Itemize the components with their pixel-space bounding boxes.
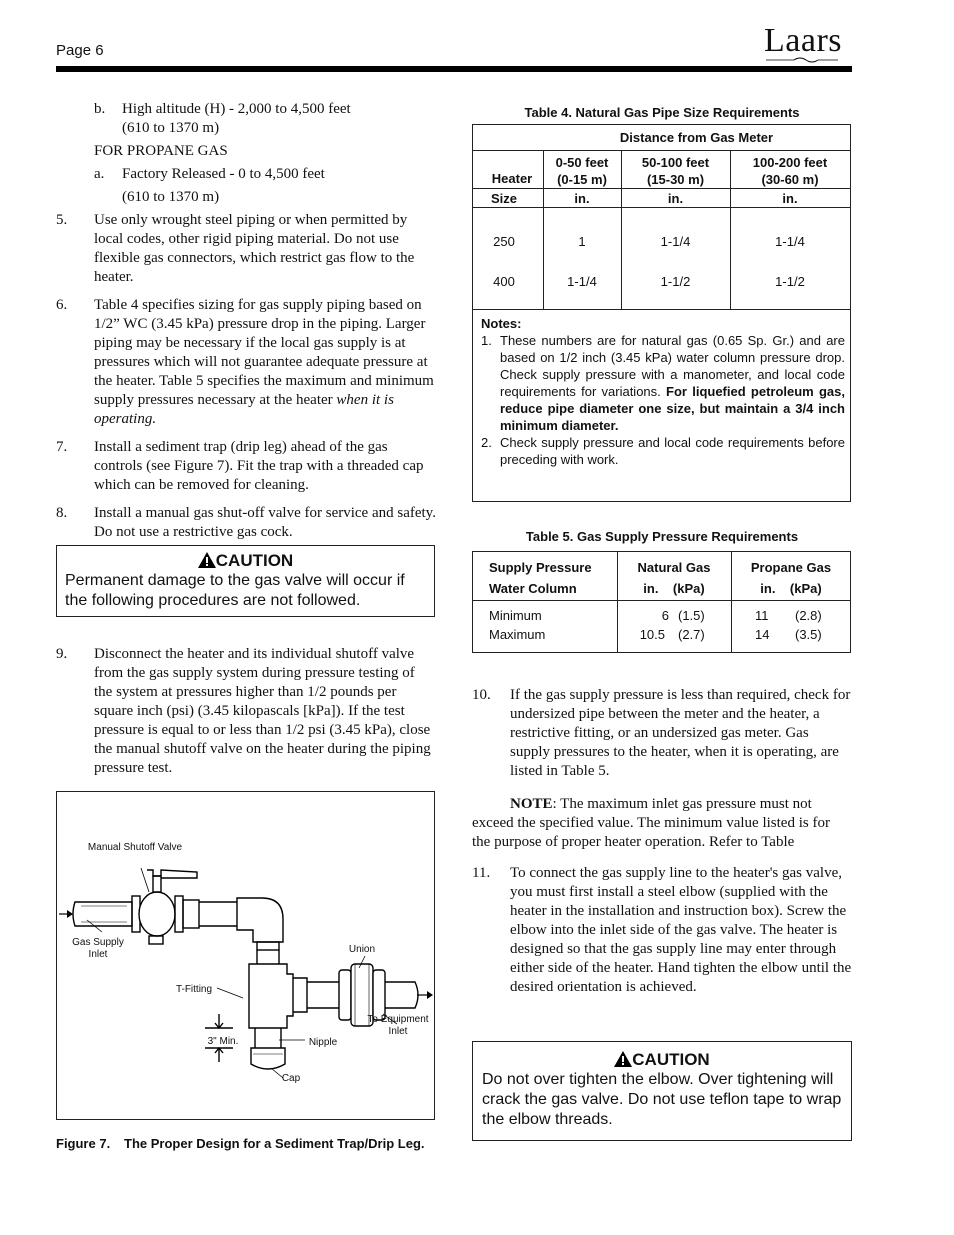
label-gas-supply: Gas Supply Inlet: [72, 937, 124, 960]
table-4-notes: Notes: 1. These numbers are for natural gas (0.65 Sp. Gr.) and are based on 1/2 inch (3.45 kPa) water column pressure drop. Check supply pressure with a manometer, and local code requirements for variations. For liquefied petroleum gas, reduce pipe diameter one size, but maintain a 3/4 inch minimum diameter. 2. Check supply pressure and local code requirements before preceding with work.: [481, 316, 846, 467]
label-min: 3" Min.: [207, 1036, 239, 1047]
item-9: [56, 645, 436, 787]
warning-icon: [198, 552, 216, 568]
caution-box-elbow: [472, 1041, 852, 1141]
label-cap: Cap: [281, 1073, 301, 1084]
table-cell: 1-1/4: [567, 274, 597, 289]
label-t-fitting: T-Fitting: [175, 984, 213, 995]
list-item: 7. Install a sediment trap (drip leg) ahead of the gas controls (see Figure 7). Fit the trap with a threaded cap which can be removed for cleaning.: [56, 439, 424, 493]
label-to-equipment: To Equipment Inlet: [367, 1014, 429, 1037]
item-b: b. High altitude (H) - 2,000 to 4,500 feet (610 to 1370 m): [94, 101, 351, 136]
table-4: Distance from Gas Meter Heater Size 0-50 feet (0-15 m) 50-100 feet (15-30 m) 100-200 feet (30-60 m) in. in. in. 250 1 1-1/4 1-1/4 400 1-1/4 1-1/2 1-1/2 Notes: 1. These numbers are for natural gas (0.65 Sp. Gr.) and are based on 1/2 inch (3.45 kPa) water column pressure drop. Check supply pressure with a manometer, and local code requirements for variations. For liquefied petroleum gas, reduce pipe diameter one size, but maintain a 3/4 inch minimum diameter. 2. Check supply pressure and local code requirements before preceding with work.: [472, 124, 851, 502]
table-cell: 1: [578, 234, 586, 249]
table-cell: 14: [755, 627, 770, 642]
right-column: [472, 686, 852, 1006]
logo-swash-icon: [766, 56, 838, 64]
table-cell: 250: [493, 234, 515, 249]
table-cell: 400: [493, 274, 515, 289]
table-cell: 1-1/2: [775, 274, 805, 289]
figure-7-caption: Figure 7. The Proper Design for a Sediment Trap/Drip Leg.: [56, 1136, 425, 1151]
list-item: 11. To connect the gas supply line to the heater's gas valve, you must first install a steel elbow (supplied with the heater in the installation and instruction box). Screw the elbow into the inlet side of the gas valve. The heater is designed so that the gas supply line may enter through either side of the heater. Hand tighten the elbow until the desired orientation is achieved.: [472, 865, 852, 995]
table-cell: 6: [661, 608, 669, 623]
propane-heading: FOR PROPANE GAS: [94, 143, 228, 159]
table-cell: (1.5): [678, 608, 705, 623]
page-number: Page 6: [56, 42, 104, 59]
list-item: 9. Disconnect the heater and its individual shutoff valve from the gas supply system during pressure testing of the system at pressures higher than 1/2 pounds per square inch (psi) (3.45 kilopascals [kPa]). If the test pressure is equal to or less than 1/2 psi (3.45 kPa), close the manual shutoff valve on the heater during the piping pressure test.: [56, 646, 431, 776]
table-cell: 10.5: [639, 627, 665, 642]
table-cell: 1-1/2: [660, 274, 691, 289]
list-item: 10. If the gas supply pressure is less than required, check for undersized pipe between the meter and the heater, a restrictive fitting, or an undersized gas meter. Gas supply pressures to the heater, when it is operating, are listed in Table 5.: [472, 687, 851, 779]
list-item: 6. Table 4 specifies sizing for gas supply piping based on 1/2” WC (3.45 kPa) pressure drop in the piping. Larger piping may be necessary if the local gas supply is at pressures which will not guarantee adequate pressure at the heater. Table 5 specifies the maximum and minimum supply pressures necessary at the heater when it is operating.: [56, 297, 434, 427]
caution-text: Do not over tighten the elbow. Over tightening will crack the gas valve. Do not use teflon tape to wrap the elbow threads.: [482, 1071, 842, 1128]
laars-logo: Laars: [764, 22, 843, 59]
left-column: [56, 100, 436, 551]
item-a: a. Factory Released - 0 to 4,500 feet (610 to 1370 m): [94, 166, 325, 205]
caution-box-gas-valve: [56, 545, 435, 617]
table-5: Supply Pressure Water Column Natural Gas Propane Gas in. (kPa) in. (kPa) Minimum Maximum 6 (1.5) 10.5 (2.7) 11 (2.8) 14 (3.5): [472, 551, 851, 653]
warning-icon: [614, 1051, 632, 1067]
list-item: 8. Install a manual gas shut-off valve for service and safety. Do not use a restrictive gas cock.: [56, 505, 436, 540]
table-cell: (3.5): [795, 627, 822, 642]
table-5-caption: Table 5. Gas Supply Pressure Requirements: [525, 529, 799, 544]
label-manual-shutoff: Manual Shutoff Valve: [87, 842, 183, 853]
table-cell: Maximum: [489, 627, 546, 642]
table-cell: 1-1/4: [775, 234, 805, 249]
header-rule: [56, 66, 852, 72]
table-cell: (2.7): [678, 627, 705, 642]
label-union: Union: [348, 944, 376, 955]
figure-7: [56, 791, 435, 1120]
list-item: 5. Use only wrought steel piping or when permitted by local codes, other rigid piping material. Do not use flexible gas connectors, which restrict gas flow to the heater.: [56, 212, 415, 285]
table-cell: 11: [755, 608, 769, 623]
table-4-caption: Table 4. Natural Gas Pipe Size Requirements: [524, 105, 800, 120]
caution-title: CAUTION: [632, 1050, 710, 1069]
note-paragraph: NOTE: The maximum inlet gas pressure must not exceed the specified value. The minimum value listed is for the purpose of proper heater operation. Refer to Table: [472, 796, 830, 850]
caution-title: CAUTION: [215, 551, 294, 570]
label-nipple: Nipple: [308, 1037, 338, 1048]
table-cell: Minimum: [489, 608, 542, 623]
caution-text: Permanent damage to the gas valve will occur if the following procedures are not followed.: [65, 572, 405, 609]
table-cell: (2.8): [795, 608, 822, 623]
table-cell: 1-1/4: [660, 234, 691, 249]
